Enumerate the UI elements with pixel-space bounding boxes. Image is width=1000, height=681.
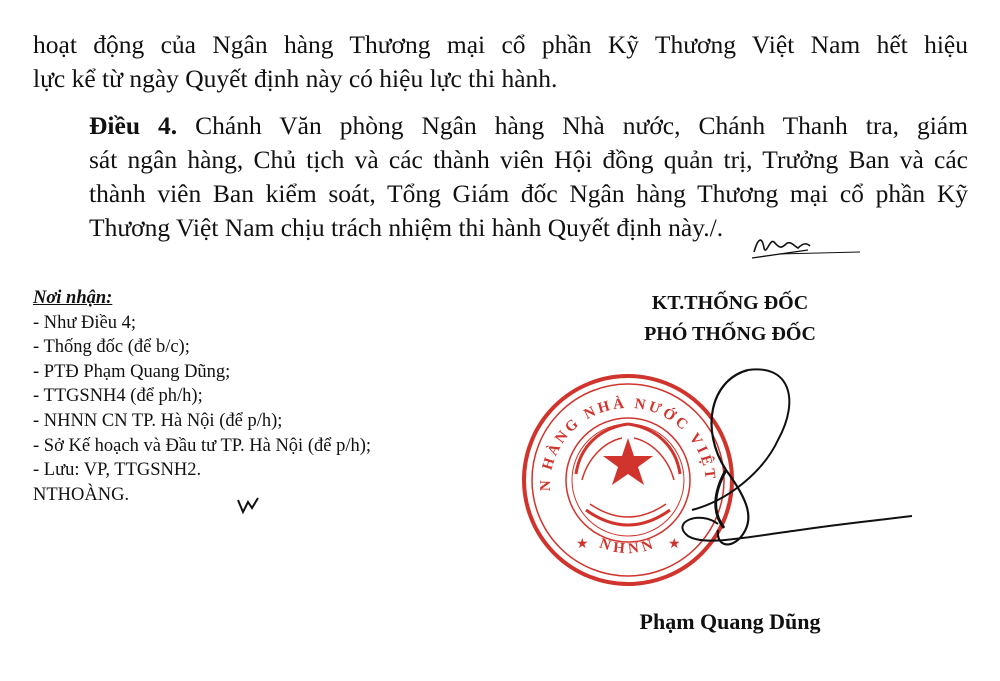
article-4-heading: Điều 4. (89, 111, 178, 140)
recipient-item: - PTĐ Phạm Quang Dũng; (33, 361, 231, 382)
paragraph-line: Thương Việt Nam chịu trách nhiệm thi hành Quyết định này./. (89, 213, 724, 242)
article-paragraph-1 (33, 28, 968, 96)
paragraph-line: sát ngân hàng, Chủ tịch và các thành viên Hội đồng quản trị, Trưởng Ban và các (89, 145, 968, 174)
paragraph-line: lực kể từ ngày Quyết định này có hiệu lực thi hành. (33, 64, 558, 93)
recipient-item: - NHNN CN TP. Hà Nội (để p/h); (33, 410, 283, 431)
recipient-item: - Thống đốc (để b/c); (33, 337, 190, 358)
signature-title (600, 288, 860, 350)
signer-name: Phạm Quang Dũng (639, 609, 821, 634)
svg-text:★: ★ (668, 536, 681, 552)
recipient-item: - TTGSNH4 (để ph/h); (33, 386, 203, 407)
recipients-block (33, 286, 503, 507)
seal-ring-text-bottom: NHNN (597, 535, 659, 558)
signature-title-line2: PHÓ THỐNG ĐỐC (644, 323, 816, 345)
article-4-paragraph (33, 109, 968, 245)
initial-mark (748, 228, 868, 268)
drafter-initials: NTHOÀNG. (33, 484, 130, 505)
paragraph-line (33, 109, 968, 143)
paragraph-line: hoạt động của Ngân hàng Thương mại cổ phần Kỹ Thương Việt Nam hết hiệu (33, 30, 968, 59)
recipient-item: - Lưu: VP, TTGSNH2. (33, 460, 202, 481)
paragraph-line-text: Chánh Văn phòng Ngân hàng Nhà nước, Chánh Thanh tra, giám (195, 111, 968, 140)
svg-text:★: ★ (576, 536, 589, 552)
recipients-title: Nơi nhận: (33, 288, 113, 308)
signature-title-line1: KT.THỐNG ĐỐC (651, 292, 809, 314)
tick-mark (234, 494, 264, 518)
recipient-item: - Sở Kế hoạch và Đầu tư TP. Hà Nội (để p/h); (33, 435, 372, 456)
recipient-item: - Như Điều 4; (33, 312, 137, 333)
handwritten-signature (600, 360, 920, 560)
seal-ring-text: NGÂN HÀNG NHÀ NƯỚC VIỆT NAM (509, 358, 719, 492)
paragraph-line: thành viên Ban kiểm soát, Tổng Giám đốc Ngân hàng Thương mại cổ phần Kỹ (89, 179, 968, 208)
